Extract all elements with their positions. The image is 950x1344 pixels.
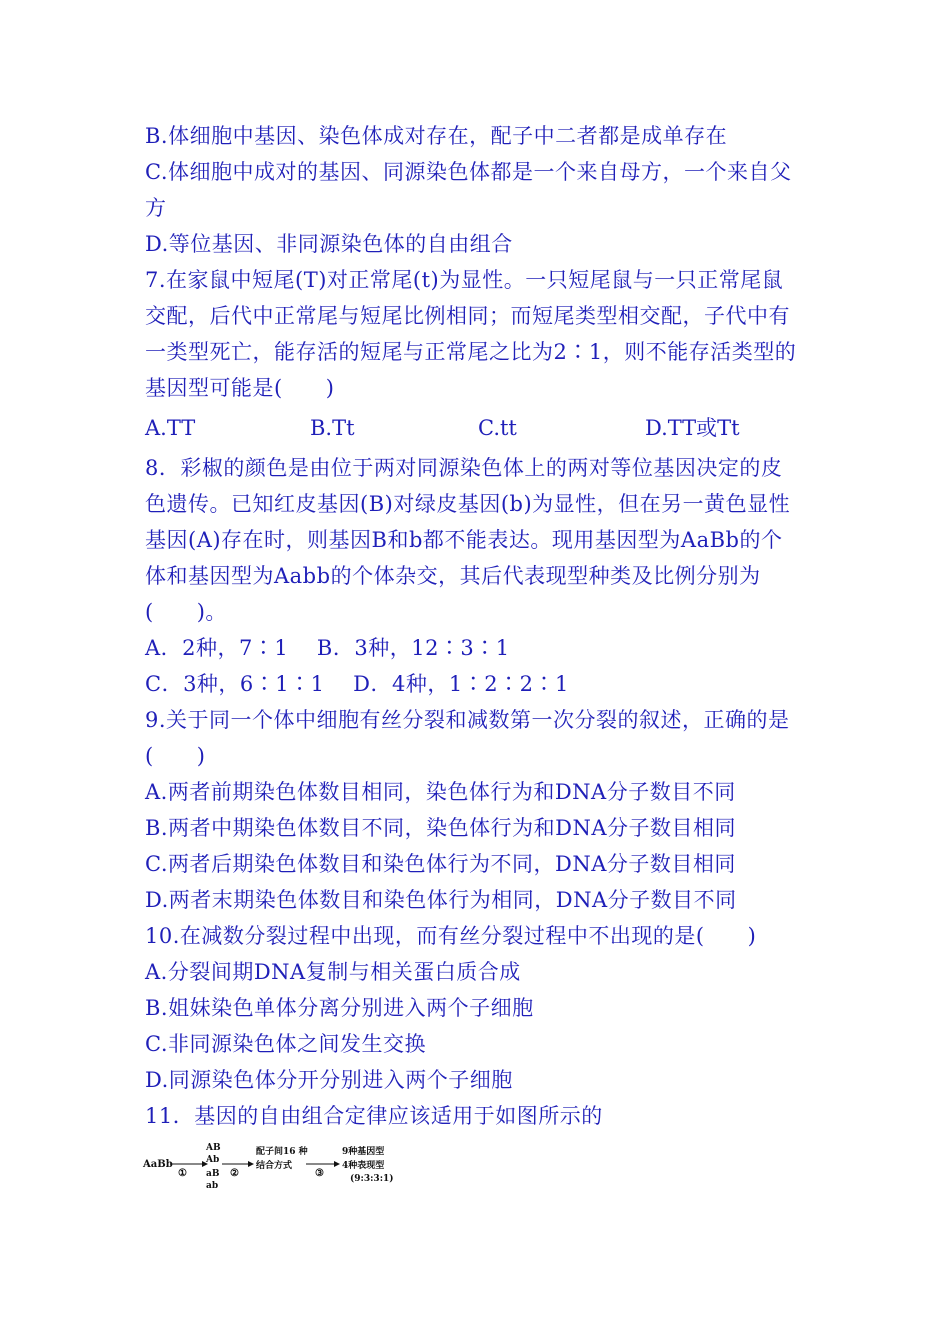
combination-label: 配子间16 种 (256, 1147, 308, 1157)
option-d: D.TT或Tt (645, 416, 740, 440)
result-label: 9种基因型 (342, 1147, 385, 1157)
question-8-options-cd: C．3种，6∶1∶1 D．4种，1∶2∶2∶1 (145, 672, 569, 696)
question-9-text: 9.关于同一个体中细胞有丝分裂和减数第一次分裂的叙述，正确的是 (145, 708, 790, 732)
gamete: aB (206, 1169, 220, 1179)
step-2-label: ② (230, 1168, 239, 1179)
text-line: D.等位基因、非同源染色体的自由组合 (145, 232, 513, 256)
text-line: 体和基因型为Aabb的个体杂交，其后代表现型种类及比例分别为 (145, 564, 761, 588)
option-d: D.两者末期染色体数目和染色体行为相同，DNA分子数目不同 (145, 888, 737, 912)
option-c: C.tt (478, 416, 517, 440)
option-a: A.TT (145, 416, 196, 440)
text-line: 方 (145, 196, 167, 220)
question-8-text: 8．彩椒的颜色是由位于两对同源染色体上的两对等位基因决定的皮 (145, 456, 783, 480)
question-7-options (145, 414, 825, 442)
text-line: 色遗传。已知红皮基因(B)对绿皮基因(b)为显性，但在另一黄色显性 (145, 492, 791, 516)
question-11-text: 11．基因的自由组合定律应该适用于如图所示的 (145, 1104, 603, 1128)
text-line: 基因(A)存在时，则基因B和b都不能表达。现用基因型为AaBb的个 (145, 528, 783, 552)
text-line: C.体细胞中成对的基因、同源染色体都是一个来自母方，一个来自父 (145, 160, 792, 184)
text-line: B.体细胞中基因、染色体成对存在，配子中二者都是成单存在 (145, 124, 728, 148)
text-line: 交配，后代中正常尾与短尾比例相同；而短尾类型相交配，子代中有 (145, 304, 790, 328)
genetics-flow-diagram (140, 1136, 420, 1196)
text-line: ( ) (145, 744, 206, 768)
text-line: 一类型死亡，能存活的短尾与正常尾之比为2∶1，则不能存活类型的 (145, 340, 797, 364)
option-d: D.同源染色体分开分别进入两个子细胞 (145, 1068, 513, 1092)
ratio-label: (9:3:3:1) (350, 1174, 394, 1184)
question-7-text: 7.在家鼠中短尾(T)对正常尾(t)为显性。一只短尾鼠与一只正常尾鼠 (145, 268, 784, 292)
option-b: B.姐妹染色单体分离分别进入两个子细胞 (145, 996, 534, 1020)
gamete: Ab (206, 1155, 220, 1165)
arrow-3-head (334, 1161, 340, 1167)
text-line: 基因型可能是( ) (145, 376, 335, 400)
result-label: 4种表现型 (342, 1161, 385, 1171)
question-10-text: 10.在减数分裂过程中出现，而有丝分裂过程中不出现的是( ) (145, 924, 757, 948)
gamete: ab (206, 1181, 219, 1191)
combination-label: 结合方式 (256, 1161, 293, 1171)
step-3-label: ③ (315, 1168, 324, 1179)
arrow-2-head (248, 1161, 254, 1167)
option-c: C.两者后期染色体数目和染色体行为不同，DNA分子数目相同 (145, 852, 736, 876)
gamete: AB (206, 1143, 221, 1153)
text-line: ( )。 (145, 600, 227, 624)
option-b: B.两者中期染色体数目不同，染色体行为和DNA分子数目相同 (145, 816, 736, 840)
question-8-options-ab: A．2种，7∶1 B．3种，12∶3∶1 (145, 636, 510, 660)
option-b: B.Tt (310, 416, 355, 440)
step-1-label: ① (178, 1168, 187, 1179)
option-c: C.非同源染色体之间发生交换 (145, 1032, 426, 1056)
option-a: A.两者前期染色体数目相同，染色体行为和DNA分子数目不同 (145, 780, 736, 804)
parent-genotype: AaBb (143, 1159, 173, 1170)
option-a: A.分裂间期DNA复制与相关蛋白质合成 (145, 960, 521, 984)
